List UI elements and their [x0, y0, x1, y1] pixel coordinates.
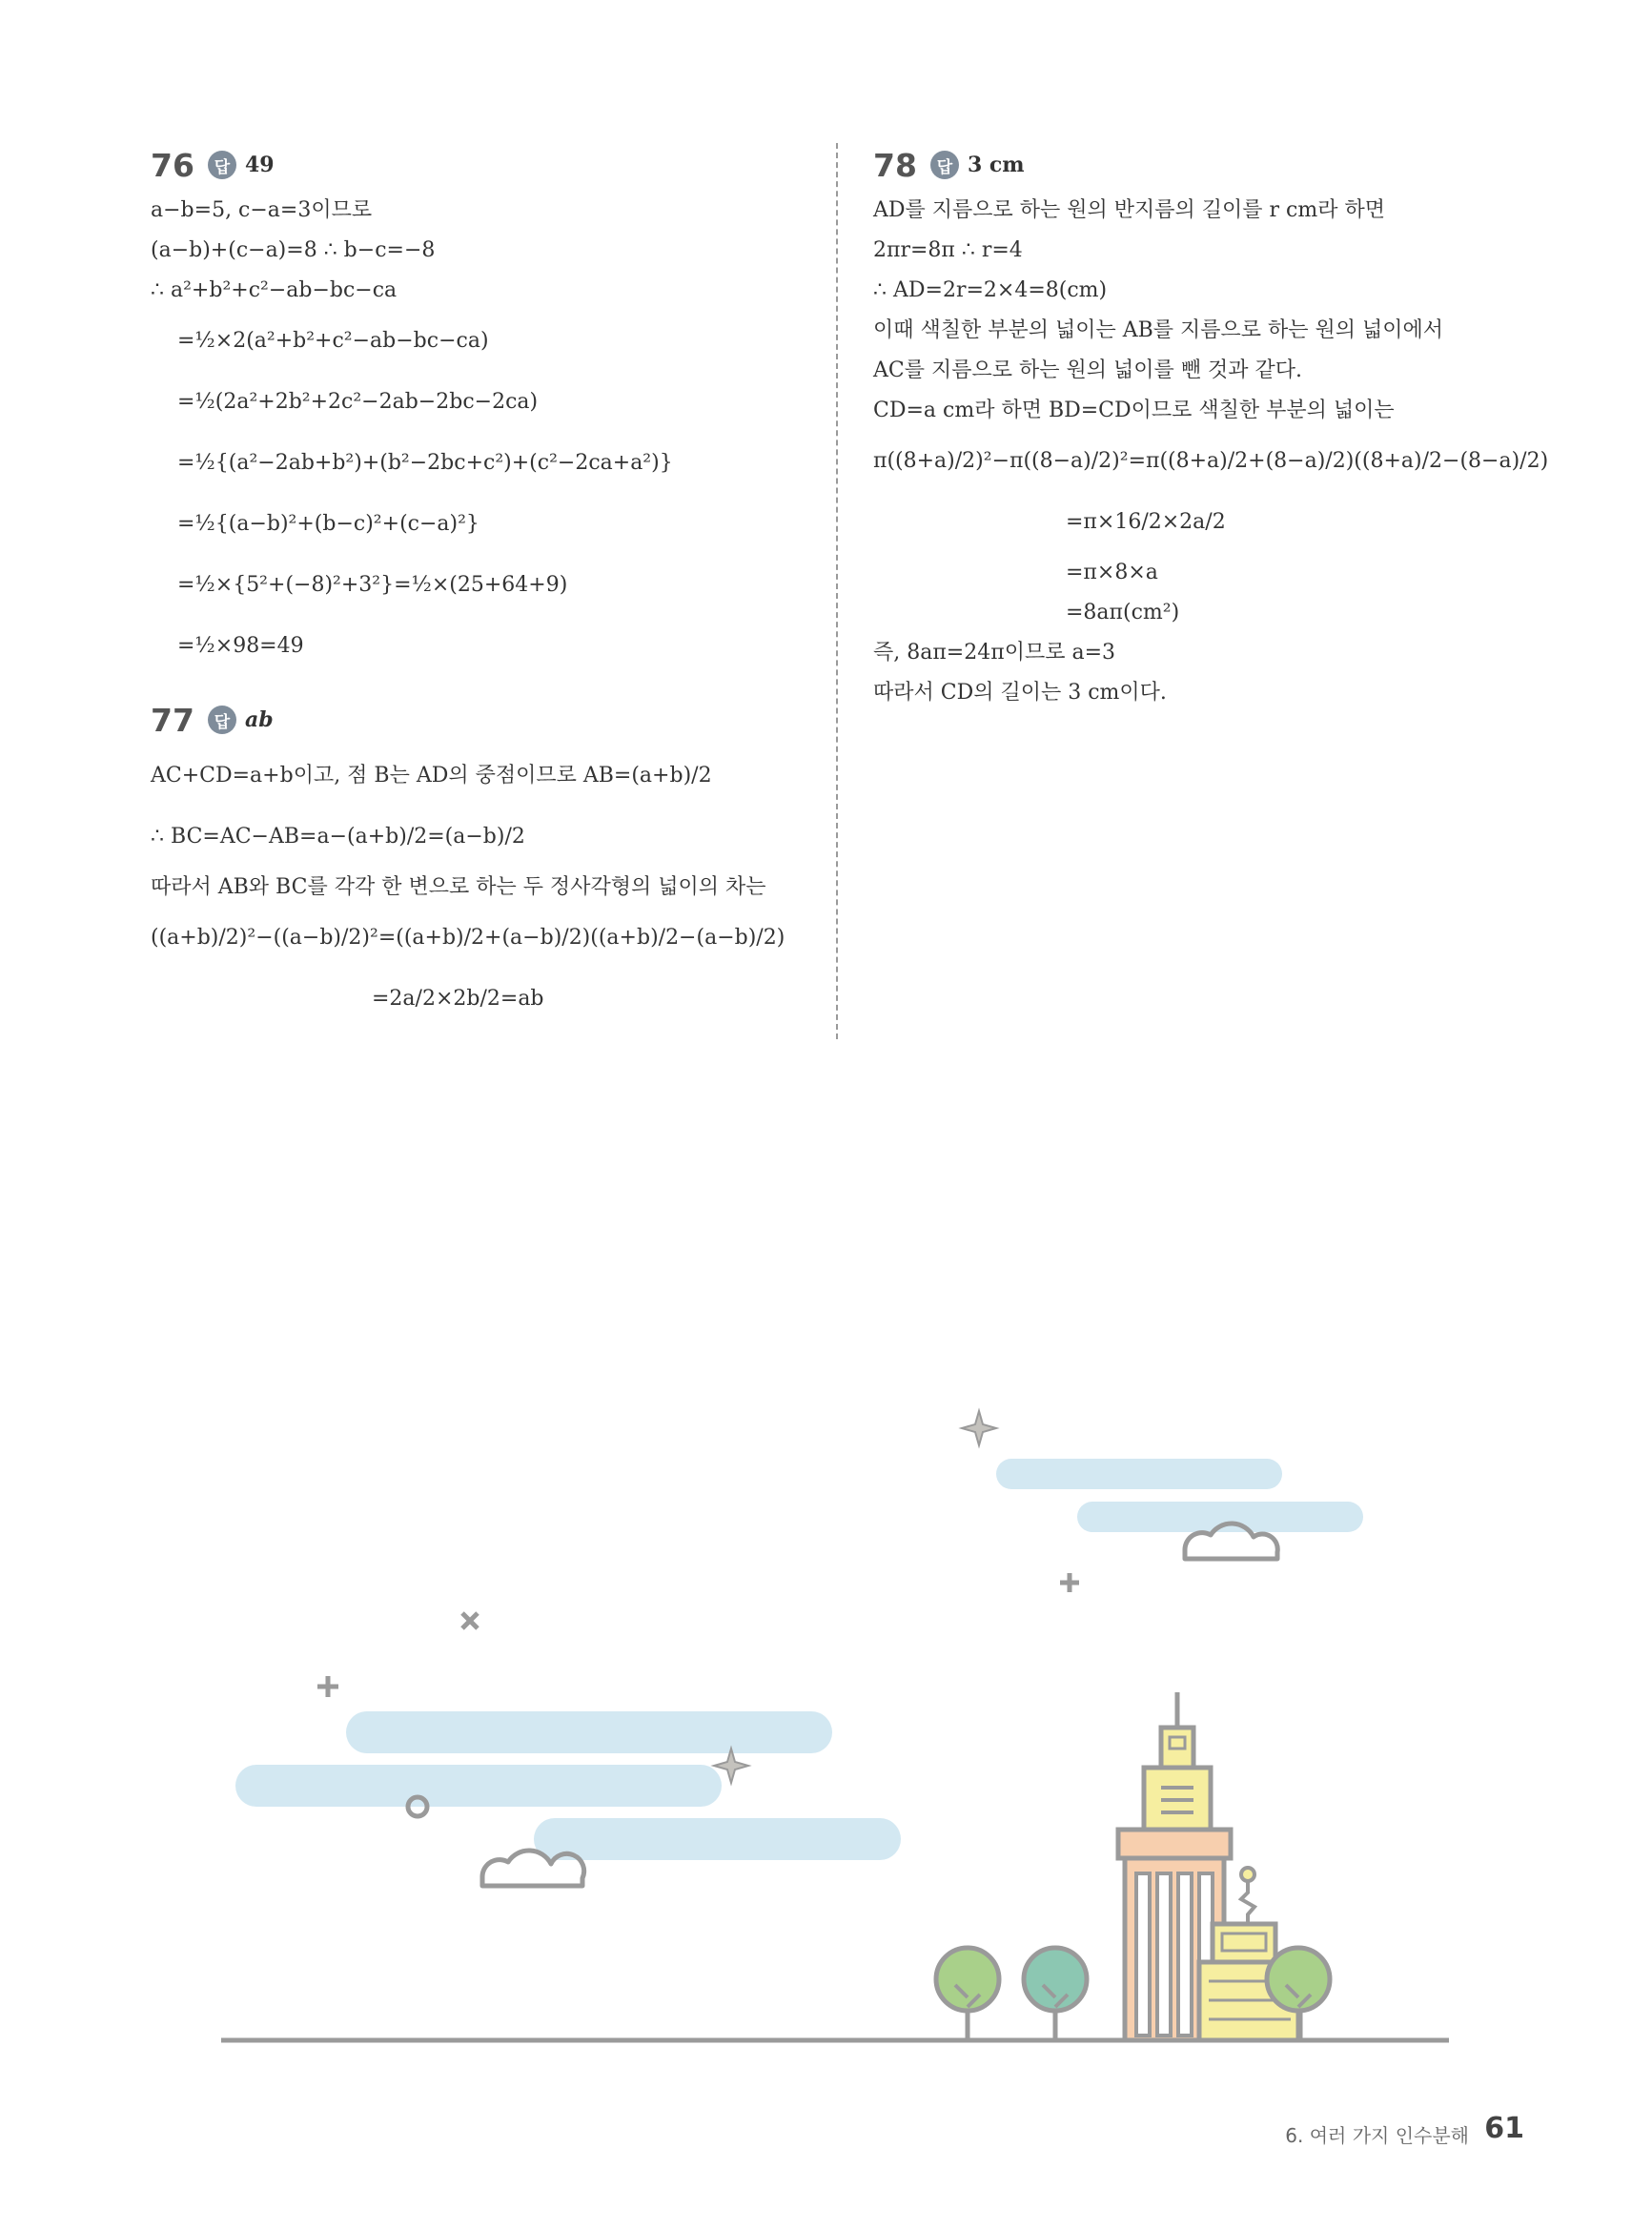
solution-line: AD를 지름으로 하는 원의 반지름의 길이를 r cm라 하면 [873, 198, 1385, 222]
solution-line: =½(2a²+2b²+2c²−2ab−2bc−2ca) [177, 390, 539, 414]
solution-line: =2a/2×2b/2=ab [372, 987, 544, 1011]
solution-line: a−b=5, c−a=3이므로 [151, 198, 373, 222]
solution-line: 따라서 AB와 BC를 각각 한 변으로 하는 두 정사각형의 넓이의 차는 [151, 875, 766, 899]
solution-line: ∴ a²+b²+c²−ab−bc−ca [151, 278, 398, 302]
solution-line: 2πr=8π ∴ r=4 [873, 238, 1023, 262]
answer-value: ab [244, 707, 274, 732]
solution-line: CD=a cm라 하면 BD=CD이므로 색칠한 부분의 넓이는 [873, 399, 1395, 422]
tree-icon [936, 1948, 999, 2040]
plus-icon [317, 1676, 338, 1697]
solution-line: =½×98=49 [177, 634, 304, 658]
solution-line: =π×16/2×2a/2 [1066, 510, 1226, 534]
solution-line: 따라서 CD의 길이는 3 cm이다. [873, 681, 1167, 705]
sparkle-icon [962, 1411, 996, 1445]
solution-line: (a−b)+(c−a)=8 ∴ b−c=−8 [151, 238, 436, 262]
problem-number: 78 [873, 146, 917, 184]
solution-line: AC를 지름으로 하는 원의 넓이를 뺀 것과 같다. [873, 358, 1302, 382]
problem-number: 76 [151, 146, 194, 184]
solution-line: AC+CD=a+b이고, 점 B는 AD의 중점이므로 AB=(a+b)/2 [151, 764, 712, 788]
answer-badge: 답 [208, 151, 236, 179]
cloud-outline-icon [482, 1851, 584, 1886]
solution-line: =½×{5²+(−8)²+3²}=½×(25+64+9) [177, 573, 568, 597]
page-number: 61 [1484, 2112, 1524, 2145]
problem-number: 77 [151, 701, 194, 739]
solution-line: =½{(a²−2ab+b²)+(b²−2bc+c²)+(c²−2ca+a²)} [177, 451, 673, 475]
solution-line: =π×8×a [1066, 561, 1158, 584]
solution-line: =8aπ(cm²) [1066, 601, 1180, 624]
plus-icon [1060, 1573, 1079, 1592]
answer-value: 3 cm [967, 153, 1025, 177]
tree-icon [1024, 1948, 1087, 2040]
solution-line: ∴ BC=AC−AB=a−(a+b)/2=(a−b)/2 [151, 825, 525, 849]
solution-line: 즉, 8aπ=24π이므로 a=3 [873, 641, 1115, 665]
answer-badge: 답 [930, 151, 959, 179]
solution-line: =½×2(a²+b²+c²−ab−bc−ca) [177, 329, 489, 353]
solution-line: π((8+a)/2)²−π((8−a)/2)²=π((8+a)/2+(8−a)/2)((8+a)/2−(8−a)/2) [873, 449, 1549, 473]
chapter-title: 6. 여러 가지 인수분해 [1285, 2124, 1469, 2147]
answer-badge: 답 [208, 706, 236, 734]
cloud-bands-upper [996, 1459, 1363, 1532]
cloud-bands-lower [235, 1711, 901, 1860]
answer-value: 49 [244, 153, 275, 177]
solution-line: =½{(a−b)²+(b−c)²+(c−a)²} [177, 512, 479, 536]
solution-line: ∴ AD=2r=2×4=8(cm) [873, 278, 1108, 302]
solution-line: 이때 색칠한 부분의 넓이는 AB를 지름으로 하는 원의 넓이에서 [873, 318, 1444, 342]
cross-icon [462, 1613, 478, 1628]
solution-line: ((a+b)/2)²−((a−b)/2)²=((a+b)/2+(a−b)/2)((a+b)/2−(a−b)/2) [151, 926, 785, 950]
